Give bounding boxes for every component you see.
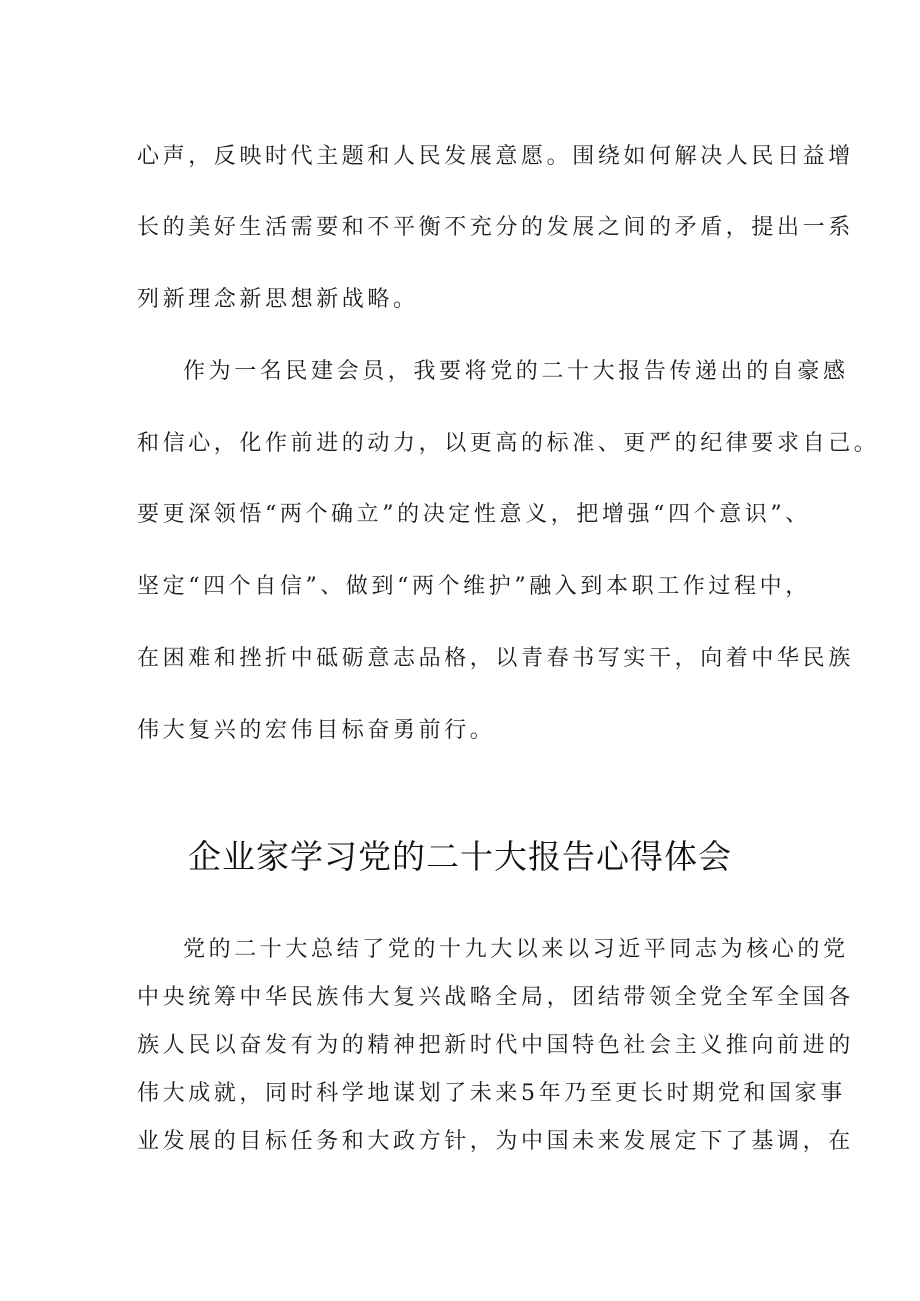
section-title: 企业家学习党的二十大报告心得体会 bbox=[188, 837, 732, 876]
paragraph-line: 和信心，化作前进的动力，以更高的标准、更严的纪律要求自己。 bbox=[137, 431, 880, 456]
paragraph-line: 作为一名民建会员，我要将党的二十大报告传递出的自豪感 bbox=[183, 359, 849, 384]
paragraph-line: 长的美好生活需要和不平衡不充分的发展之间的矛盾，提出一系 bbox=[137, 215, 854, 240]
paragraph-line: 心声，反映时代主题和人民发展意愿。围绕如何解决人民日益增 bbox=[137, 144, 854, 169]
paragraph-line: 中央统筹中华民族伟大复兴战略全局，团结带领全党全军全国各 bbox=[137, 985, 854, 1010]
paragraph-line: 列新理念新思想新战略。 bbox=[137, 287, 419, 312]
paragraph-line: 族人民以奋发有为的精神把新时代中国特色社会主义推向前进的 bbox=[137, 1033, 854, 1058]
paragraph-line: 伟大成就，同时科学地谋划了未来5年乃至更长时期党和国家事 bbox=[137, 1081, 846, 1106]
paragraph-line: 要更深领悟“两个确立”的决定性意义，把增强“四个意识”、 bbox=[137, 502, 811, 527]
paragraph-line: 业发展的目标任务和大政方针，为中国未来发展定下了基调，在 bbox=[137, 1129, 854, 1154]
paragraph-line: 在困难和挫折中砥砺意志品格，以青春书写实干，向着中华民族 bbox=[137, 646, 854, 671]
paragraph-line: 伟大复兴的宏伟目标奋勇前行。 bbox=[137, 718, 496, 743]
paragraph-line: 党的二十大总结了党的十九大以来以习近平同志为核心的党 bbox=[183, 937, 849, 962]
paragraph-line: 坚定“四个自信”、做到“两个维护”融入到本职工作过程中， bbox=[137, 574, 811, 599]
